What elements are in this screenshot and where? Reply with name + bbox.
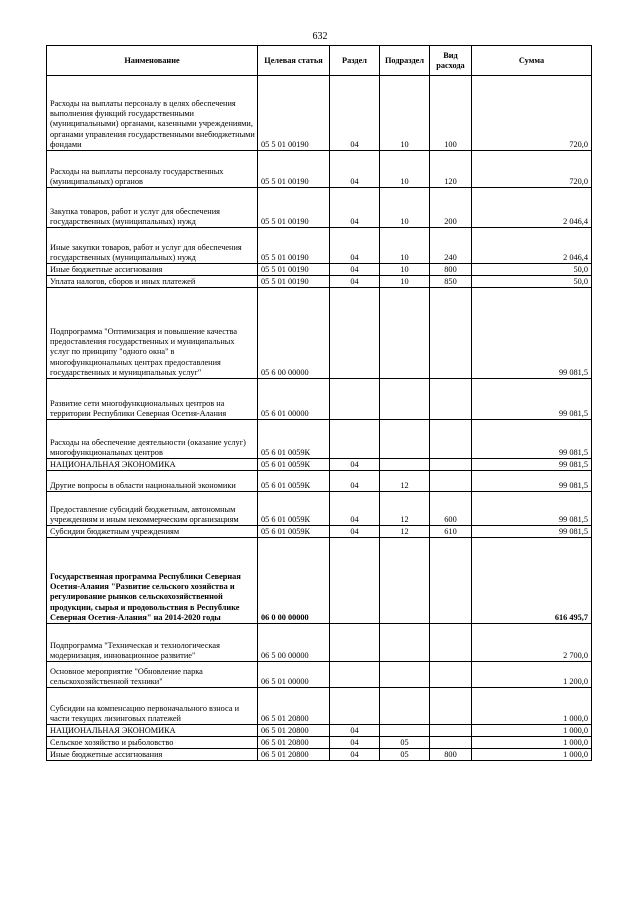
row-subsection-cell: 12 — [380, 526, 430, 538]
row-amount-cell: 99 081,5 — [472, 459, 592, 471]
row-section-cell: 04 — [330, 526, 380, 538]
row-name-cell: Предоставление субсидий бюджетным, автономным учреждениям и иным некоммерческим организациям — [47, 492, 258, 526]
header-subsection: Подраздел — [380, 46, 430, 76]
row-section-cell — [330, 538, 380, 624]
row-amount-cell: 2 046,4 — [472, 188, 592, 228]
row-amount-cell: 2 046,4 — [472, 228, 592, 264]
row-type-cell — [430, 471, 472, 492]
row-subsection-cell — [380, 725, 430, 737]
row-section-cell: 04 — [330, 492, 380, 526]
row-amount-cell: 99 081,5 — [472, 492, 592, 526]
row-name-cell: Развитие сети многофункциональных центров на территории Республики Северная Осетия-Алания — [47, 379, 258, 420]
table-row — [47, 662, 592, 688]
row-subsection-cell: 10 — [380, 276, 430, 288]
row-name-cell: Расходы на обеспечение деятельности (оказание услуг) многофункциональных центров — [47, 420, 258, 459]
row-type-cell: 600 — [430, 492, 472, 526]
row-code-cell: 06 5 01 20800 — [258, 688, 330, 725]
header-name: Наименование — [47, 46, 258, 76]
row-section-cell: 04 — [330, 264, 380, 276]
row-section-cell: 04 — [330, 188, 380, 228]
row-name-cell: Подпрограмма "Оптимизация и повышение качества предоставления государственных и муниципальных услуг по принципу "одного окна" в многофункциональных центрах предоставления государственных и муниципальных услуг" — [47, 288, 258, 379]
row-type-cell: 200 — [430, 188, 472, 228]
table-row — [47, 420, 592, 459]
row-amount-cell: 1 200,0 — [472, 662, 592, 688]
row-subsection-cell: 10 — [380, 188, 430, 228]
table-header-row — [47, 46, 592, 76]
table-row — [47, 228, 592, 264]
row-code-cell: 05 5 01 00190 — [258, 188, 330, 228]
header-amount: Сумма — [472, 46, 592, 76]
table-row — [47, 76, 592, 151]
row-amount-cell: 720,0 — [472, 151, 592, 188]
row-subsection-cell — [380, 459, 430, 471]
budget-table — [46, 45, 592, 761]
table-row — [47, 288, 592, 379]
row-amount-cell: 616 495,7 — [472, 538, 592, 624]
row-code-cell: 05 6 01 0059К — [258, 526, 330, 538]
row-code-cell: 06 5 01 20800 — [258, 737, 330, 749]
row-subsection-cell — [380, 538, 430, 624]
row-code-cell: 05 6 01 0059К — [258, 459, 330, 471]
row-section-cell: 04 — [330, 749, 380, 761]
row-name-cell: Расходы на выплаты персоналу в целях обеспечения выполнения функций государственными (муниципальными) органами, казенными учреждениями, органами управления государственными внебюджетными фондами — [47, 76, 258, 151]
row-type-cell — [430, 379, 472, 420]
row-type-cell: 100 — [430, 76, 472, 151]
row-amount-cell: 99 081,5 — [472, 471, 592, 492]
table-row — [47, 276, 592, 288]
row-type-cell — [430, 288, 472, 379]
row-subsection-cell: 05 — [380, 749, 430, 761]
table-row — [47, 264, 592, 276]
row-amount-cell: 99 081,5 — [472, 526, 592, 538]
row-subsection-cell — [380, 288, 430, 379]
row-type-cell — [430, 662, 472, 688]
row-type-cell: 120 — [430, 151, 472, 188]
table-row — [47, 151, 592, 188]
table-row — [47, 737, 592, 749]
row-amount-cell: 2 700,0 — [472, 624, 592, 662]
row-amount-cell: 50,0 — [472, 276, 592, 288]
row-amount-cell: 1 000,0 — [472, 737, 592, 749]
row-section-cell: 04 — [330, 725, 380, 737]
row-code-cell: 06 0 00 00000 — [258, 538, 330, 624]
row-name-cell: Субсидии на компенсацию первоначального взноса и части текущих лизинговых платежей — [47, 688, 258, 725]
row-code-cell: 06 5 00 00000 — [258, 624, 330, 662]
row-section-cell: 04 — [330, 276, 380, 288]
row-name-cell: Основное мероприятие "Обновление парка сельскохозяйственной техники" — [47, 662, 258, 688]
row-name-cell: Расходы на выплаты персоналу государственных (муниципальных) органов — [47, 151, 258, 188]
row-section-cell: 04 — [330, 151, 380, 188]
page-number: 632 — [312, 31, 328, 42]
row-name-cell: Иные бюджетные ассигнования — [47, 749, 258, 761]
row-section-cell: 04 — [330, 459, 380, 471]
row-amount-cell: 1 000,0 — [472, 725, 592, 737]
row-name-cell: Подпрограмма "Техническая и технологическая модернизация, инновационное развитие" — [47, 624, 258, 662]
row-name-cell: НАЦИОНАЛЬНАЯ ЭКОНОМИКА — [47, 725, 258, 737]
row-type-cell — [430, 538, 472, 624]
row-subsection-cell: 05 — [380, 737, 430, 749]
row-subsection-cell — [380, 688, 430, 725]
row-amount-cell: 99 081,5 — [472, 288, 592, 379]
row-type-cell: 800 — [430, 749, 472, 761]
row-type-cell: 850 — [430, 276, 472, 288]
row-subsection-cell: 12 — [380, 492, 430, 526]
row-subsection-cell: 10 — [380, 264, 430, 276]
table-row — [47, 459, 592, 471]
row-code-cell: 05 6 01 0059К — [258, 492, 330, 526]
row-amount-cell: 99 081,5 — [472, 379, 592, 420]
row-type-cell — [430, 624, 472, 662]
row-name-cell: Уплата налогов, сборов и иных платежей — [47, 276, 258, 288]
table-row — [47, 688, 592, 725]
row-code-cell: 05 6 00 00000 — [258, 288, 330, 379]
row-subsection-cell — [380, 624, 430, 662]
row-code-cell: 06 5 01 00000 — [258, 662, 330, 688]
row-name-cell: Иные бюджетные ассигнования — [47, 264, 258, 276]
row-name-cell: Закупка товаров, работ и услуг для обеспечения государственных (муниципальных) нужд — [47, 188, 258, 228]
row-amount-cell: 50,0 — [472, 264, 592, 276]
row-type-cell: 240 — [430, 228, 472, 264]
header-section: Раздел — [330, 46, 380, 76]
row-section-cell: 04 — [330, 471, 380, 492]
table-row — [47, 624, 592, 662]
table-row — [47, 492, 592, 526]
row-name-cell: Другие вопросы в области национальной экономики — [47, 471, 258, 492]
row-type-cell: 610 — [430, 526, 472, 538]
row-section-cell — [330, 662, 380, 688]
table-row — [47, 379, 592, 420]
row-subsection-cell — [380, 379, 430, 420]
row-type-cell — [430, 688, 472, 725]
row-code-cell: 06 5 01 20800 — [258, 725, 330, 737]
row-section-cell — [330, 688, 380, 725]
row-code-cell: 06 5 01 20800 — [258, 749, 330, 761]
row-amount-cell: 720,0 — [472, 76, 592, 151]
row-code-cell: 05 5 01 00190 — [258, 228, 330, 264]
table-row — [47, 188, 592, 228]
row-amount-cell: 1 000,0 — [472, 688, 592, 725]
row-type-cell — [430, 459, 472, 471]
table-row — [47, 538, 592, 624]
row-name-cell: НАЦИОНАЛЬНАЯ ЭКОНОМИКА — [47, 459, 258, 471]
table-row — [47, 471, 592, 492]
row-code-cell: 05 5 01 00190 — [258, 276, 330, 288]
row-type-cell — [430, 725, 472, 737]
row-section-cell — [330, 288, 380, 379]
row-section-cell: 04 — [330, 228, 380, 264]
table-body — [47, 76, 592, 761]
row-section-cell: 04 — [330, 76, 380, 151]
row-subsection-cell: 10 — [380, 76, 430, 151]
row-amount-cell: 99 081,5 — [472, 420, 592, 459]
row-type-cell — [430, 737, 472, 749]
row-subsection-cell: 10 — [380, 151, 430, 188]
row-name-cell: Иные закупки товаров, работ и услуг для обеспечения государственных (муниципальных) нужд — [47, 228, 258, 264]
row-subsection-cell: 10 — [380, 228, 430, 264]
row-subsection-cell — [380, 420, 430, 459]
row-code-cell: 05 6 01 0059К — [258, 471, 330, 492]
row-section-cell: 04 — [330, 737, 380, 749]
row-section-cell — [330, 379, 380, 420]
row-subsection-cell — [380, 662, 430, 688]
row-section-cell — [330, 624, 380, 662]
row-name-cell: Сельское хозяйство и рыболовство — [47, 737, 258, 749]
row-section-cell — [330, 420, 380, 459]
table-row — [47, 749, 592, 761]
row-name-cell: Субсидии бюджетным учреждениям — [47, 526, 258, 538]
row-type-cell — [430, 420, 472, 459]
row-code-cell: 05 5 01 00190 — [258, 151, 330, 188]
row-code-cell: 05 6 01 0059К — [258, 420, 330, 459]
row-subsection-cell: 12 — [380, 471, 430, 492]
row-amount-cell: 1 000,0 — [472, 749, 592, 761]
header-target: Целевая статья — [258, 46, 330, 76]
row-code-cell: 05 5 01 00190 — [258, 76, 330, 151]
row-code-cell: 05 5 01 00190 — [258, 264, 330, 276]
header-expense-type: Вид расхода — [430, 46, 472, 76]
row-name-cell: Государственная программа Республики Северная Осетия-Алания "Развитие сельского хозяйства и регулирование рынков сельскохозяйственной продукции, сырья и продовольствия в Республике Северная Осетия-Алания" на 2014-2020 годы — [47, 538, 258, 624]
row-code-cell: 05 6 01 00000 — [258, 379, 330, 420]
row-type-cell: 800 — [430, 264, 472, 276]
table-row — [47, 725, 592, 737]
table-row — [47, 526, 592, 538]
